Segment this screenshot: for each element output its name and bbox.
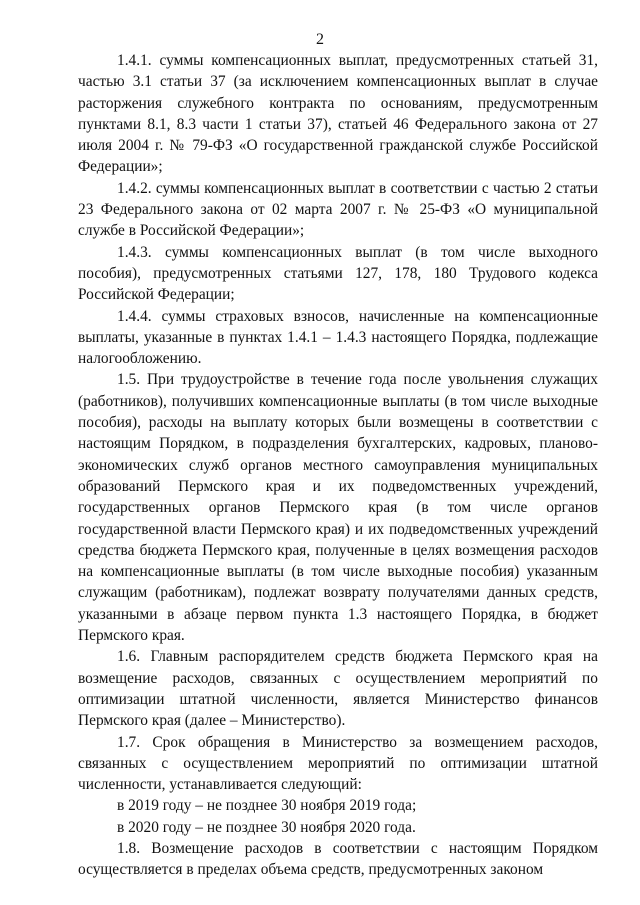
paragraph-1-4-2: 1.4.2. суммы компенсационных выплат в соответствии с частью 2 статьи 23 Федерального закона от 02 марта 2007 г. № 25-ФЗ «О муниципальной службе в Российской Федерации»; [78, 179, 598, 240]
document-body [78, 50, 598, 881]
paragraph-1-7: 1.7. Срок обращения в Министерство за возмещением расходов, связанных с осуществлением мероприятий по оптимизации штатной численности, устанавливается следующий: [78, 733, 598, 794]
paragraph-1-4-1: 1.4.1. суммы компенсационных выплат, предусмотренных статьей 31, частью 3.1 статьи 37 (за исключением компенсационных выплат в случае расторжения служебного контракта по основаниям, предусмотренным пунктами 8.1, 8.3 части 1 статьи 37), статьей 46 Федерального закона от 27 июля 2004 г. № 79-ФЗ «О государственной гражданской службе Российской Федерации»; [78, 52, 598, 176]
paragraph-1-6: 1.6. Главным распорядителем средств бюджета Пермского края на возмещение расходов, связанных с осуществлением мероприятий по оптимизации штатной численности, является Министерство финансов Пермского края (далее – Министерство). [78, 648, 598, 730]
paragraph-1-8: 1.8. Возмещение расходов в соответствии с настоящим Порядком осуществляется в пределах объема средств, предусмотренных законом [78, 839, 598, 879]
deadline-2020: в 2020 году – не позднее 30 ноября 2020 года. [117, 818, 416, 836]
deadline-2019: в 2019 году – не позднее 30 ноября 2019 года; [117, 797, 417, 815]
paragraph-1-5: 1.5. При трудоустройстве в течение года после увольнения служащих (работников), получивших компенсационные выплаты (в том числе выходные пособия), расходы на выплату которых были возмещены в соответствии с настоящим Порядком, в подразделения бухгалтерских, кадровых, планово-экономических служб органов местного самоуправления муниципальных образований Пермского края и их подведомственных учреждений, государственных органов Пермского края (в том числе органов государственной власти Пермского края) и их подведомственных учреждений средства бюджета Пермского края, полученные в целях возмещения расходов на компенсационные выплаты (в том числе выходные пособия) указанным служащим (работникам), подлежат возврату получателями данных средств, указанными в абзаце первом пункта 1.3 настоящего Порядка, в бюджет Пермского края. [78, 371, 598, 645]
paragraph-1-4-4: 1.4.4. суммы страховых взносов, начисленные на компенсационные выплаты, указанные в пунктах 1.4.1 – 1.4.3 настоящего Порядка, подлежащие налогообложению. [78, 307, 598, 368]
page-number: 2 [316, 31, 324, 48]
paragraph-1-4-3: 1.4.3. суммы компенсационных выплат (в том числе выходного пособия), предусмотренных статьями 127, 178, 180 Трудового кодекса Российской Федерации; [78, 243, 598, 304]
